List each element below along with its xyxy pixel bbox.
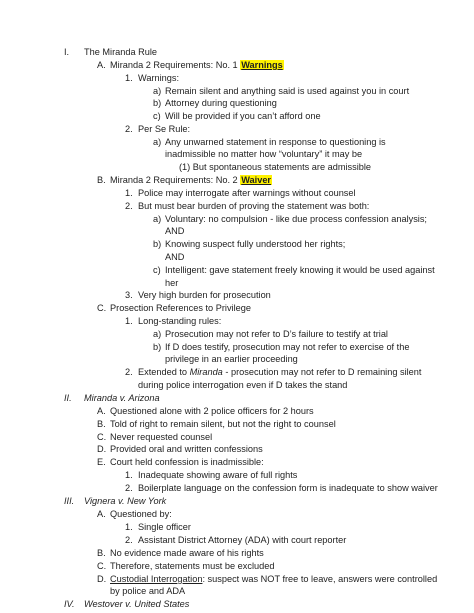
text-segment: her bbox=[165, 278, 179, 288]
text-segment: Any unwarned statement in response to questioning is bbox=[165, 137, 386, 147]
outline-marker: B. bbox=[97, 548, 106, 558]
outline-marker: b) bbox=[153, 342, 162, 352]
text-segment: Single officer bbox=[138, 522, 191, 532]
text-segment: : suspect was NOT free to leave, answers were controlled bbox=[202, 574, 438, 584]
text-segment: Court held confession is inadmissible: bbox=[110, 457, 264, 467]
text-segment: Remain silent and anything said is used against you in court bbox=[165, 86, 410, 96]
text-segment: Inadequate showing aware of full rights bbox=[138, 470, 298, 480]
text-segment: Voluntary: no compulsion - like due process confession analysis; bbox=[165, 214, 427, 224]
outline-marker: 2. bbox=[125, 367, 133, 377]
text-segment: Westover v. United States bbox=[84, 599, 190, 609]
outline-text bbox=[165, 277, 178, 289]
outline-marker: IV. bbox=[64, 599, 75, 609]
text-segment: during police interrogation even if D takes the stand bbox=[138, 380, 348, 390]
text-segment: Prosecution may not refer to D’s failure to testify at trial bbox=[165, 329, 388, 339]
outline-text bbox=[138, 534, 346, 546]
outline-marker: 1. bbox=[125, 522, 133, 532]
text-segment: Miranda 2 Requirements: No. 1 bbox=[110, 60, 241, 70]
text-segment: Per Se Rule: bbox=[138, 124, 191, 134]
outline-text bbox=[84, 598, 189, 610]
outline-marker: A. bbox=[97, 60, 106, 70]
outline-marker: III. bbox=[64, 496, 75, 506]
outline-text bbox=[110, 418, 336, 430]
outline-text bbox=[138, 366, 421, 378]
outline-text bbox=[110, 456, 264, 468]
outline-marker: 2. bbox=[125, 535, 133, 545]
outline-text bbox=[110, 573, 437, 585]
text-segment: Questioned alone with 2 police officers for 2 hours bbox=[110, 406, 314, 416]
text-segment: Boilerplate language on the confession form is inadequate to show waiver bbox=[138, 483, 438, 493]
outline-text bbox=[138, 482, 438, 494]
outline-text bbox=[165, 97, 277, 109]
outline-text bbox=[138, 379, 347, 391]
text-segment: The Miranda Rule bbox=[84, 47, 158, 57]
outline-text bbox=[110, 431, 212, 443]
text-segment: Very high burden for prosecution bbox=[138, 290, 271, 300]
outline-text bbox=[110, 174, 272, 186]
outline-text bbox=[165, 353, 298, 365]
outline-marker: B. bbox=[97, 175, 106, 185]
outline-text bbox=[165, 238, 345, 250]
outline-marker: E. bbox=[97, 457, 106, 467]
outline-marker: A. bbox=[97, 406, 106, 416]
outline-text bbox=[110, 560, 274, 572]
text-segment: Long-standing rules: bbox=[138, 316, 222, 326]
outline-text bbox=[138, 469, 297, 481]
text-segment: Warnings: bbox=[138, 73, 180, 83]
text-segment: No evidence made aware of his rights bbox=[110, 548, 264, 558]
outline-marker: 1. bbox=[125, 73, 133, 83]
text-segment: Attorney during questioning bbox=[165, 98, 277, 108]
text-segment: Questioned by: bbox=[110, 509, 172, 519]
outline-text bbox=[110, 585, 185, 597]
text-segment: Vignera v. New York bbox=[84, 496, 167, 506]
highlighted-term: Warnings bbox=[241, 60, 283, 70]
text-segment: Assistant District Attorney (ADA) with court reporter bbox=[138, 535, 347, 545]
outline-text bbox=[179, 161, 371, 173]
outline-text bbox=[84, 495, 166, 507]
text-segment: Miranda v. Arizona bbox=[84, 393, 160, 403]
text-segment: AND bbox=[165, 252, 185, 262]
text-segment: - prosecution may not refer to D remaining silent bbox=[222, 367, 422, 377]
outline-marker: b) bbox=[153, 98, 162, 108]
outline-marker: B. bbox=[97, 419, 106, 429]
outline-text bbox=[165, 213, 427, 225]
outline-marker: 3. bbox=[125, 290, 133, 300]
outline-text bbox=[110, 59, 284, 71]
outline-text bbox=[138, 289, 271, 301]
outline-text bbox=[165, 225, 184, 237]
outline-marker: C. bbox=[97, 303, 107, 313]
text-segment: Miranda 2 Requirements: No. 2 bbox=[110, 175, 241, 185]
outline-marker: C. bbox=[97, 432, 107, 442]
text-segment: privilege in an earlier proceeding bbox=[165, 354, 298, 364]
outline-text bbox=[138, 521, 191, 533]
outline-text bbox=[84, 46, 157, 58]
outline-marker: c) bbox=[153, 265, 161, 275]
text-segment: Told of right to remain silent, but not the right to counsel bbox=[110, 419, 336, 429]
outline-text bbox=[165, 85, 409, 97]
text-segment: inadmissible no matter how “voluntary” it may be bbox=[165, 149, 363, 159]
text-segment: by police and ADA bbox=[110, 586, 186, 596]
outline-text bbox=[110, 547, 264, 559]
outline-marker: c) bbox=[153, 111, 161, 121]
outline-marker: 1. bbox=[125, 188, 133, 198]
outline-text bbox=[138, 200, 369, 212]
outline-text bbox=[110, 508, 172, 520]
text-segment: AND bbox=[165, 226, 185, 236]
text-segment: Knowing suspect fully understood her rights; bbox=[165, 239, 346, 249]
text-segment: Miranda bbox=[189, 367, 223, 377]
outline-marker: I. bbox=[64, 47, 70, 57]
text-segment: Provided oral and written confessions bbox=[110, 444, 263, 454]
outline-text bbox=[165, 341, 409, 353]
outline-marker: 1. bbox=[125, 470, 133, 480]
text-segment: If D does testify, prosecution may not refer to exercise of the bbox=[165, 342, 410, 352]
outline-marker: C. bbox=[97, 561, 107, 571]
text-segment: Police may interrogate after warnings without counsel bbox=[138, 188, 356, 198]
outline-text bbox=[110, 443, 263, 455]
outline-marker: II. bbox=[64, 393, 72, 403]
outline-marker: 2. bbox=[125, 201, 133, 211]
underlined-term: Custodial Interrogation bbox=[110, 574, 203, 584]
outline-marker: b) bbox=[153, 239, 162, 249]
text-segment: Will be provided if you can’t afford one bbox=[165, 111, 321, 121]
outline-text bbox=[138, 187, 356, 199]
outline-marker: a) bbox=[153, 137, 162, 147]
outline-text bbox=[165, 148, 362, 160]
text-segment: Never requested counsel bbox=[110, 432, 213, 442]
outline-text bbox=[138, 72, 179, 84]
outline-marker: D. bbox=[97, 444, 107, 454]
outline-text bbox=[138, 123, 190, 135]
outline-text bbox=[165, 328, 388, 340]
outline-text bbox=[138, 315, 221, 327]
outline-text bbox=[110, 405, 314, 417]
text-segment: (1) But spontaneous statements are admissible bbox=[179, 162, 372, 172]
highlighted-term: Waiver bbox=[241, 175, 272, 185]
text-segment: But must bear burden of proving the statement was both: bbox=[138, 201, 370, 211]
text-segment: Prosection References to Privilege bbox=[110, 303, 251, 313]
text-segment: Extended to bbox=[138, 367, 190, 377]
outline-marker: a) bbox=[153, 329, 162, 339]
outline-marker: a) bbox=[153, 86, 162, 96]
outline-marker: D. bbox=[97, 574, 107, 584]
outline-marker: a) bbox=[153, 214, 162, 224]
outline-marker: 1. bbox=[125, 316, 133, 326]
outline-marker: A. bbox=[97, 509, 106, 519]
outline-text bbox=[165, 264, 435, 276]
outline-text bbox=[110, 302, 251, 314]
outline-marker: 2. bbox=[125, 483, 133, 493]
outline-marker: 2. bbox=[125, 124, 133, 134]
outline-text bbox=[165, 251, 184, 263]
outline-text bbox=[84, 392, 160, 404]
outline-text bbox=[165, 110, 321, 122]
text-segment: Therefore, statements must be excluded bbox=[110, 561, 275, 571]
outline-text bbox=[165, 136, 386, 148]
text-segment: Intelligent: gave statement freely knowing it would be used against bbox=[165, 265, 435, 275]
